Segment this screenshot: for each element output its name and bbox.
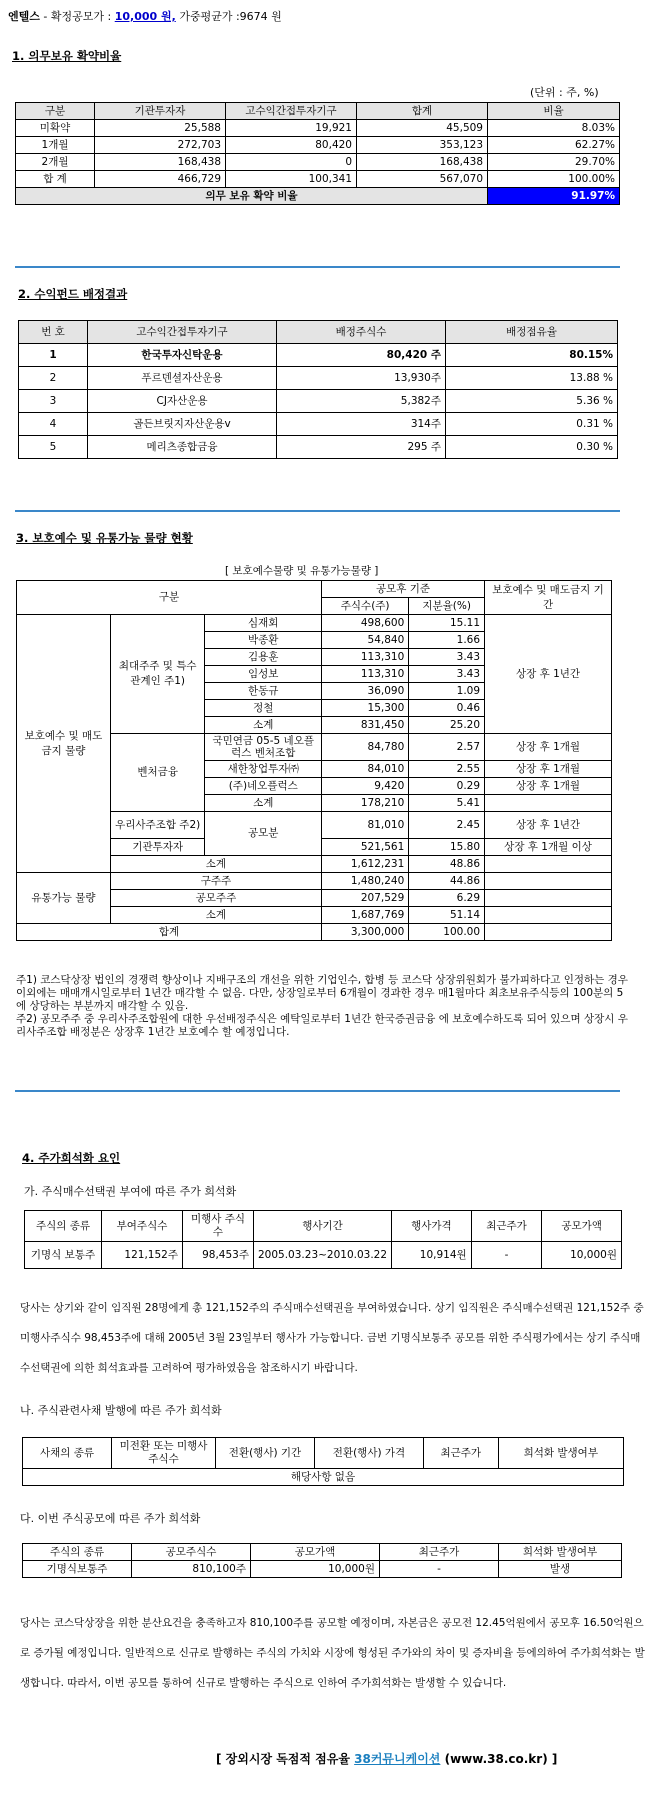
col-header: 희석화 발생여부 bbox=[498, 1438, 623, 1469]
table-cell: 168,438 bbox=[357, 154, 488, 171]
col-header: 주식수(주) bbox=[322, 598, 409, 615]
table-cell: 25.20 bbox=[409, 717, 485, 734]
table-cell: 1.09 bbox=[409, 683, 485, 700]
table-cell: 207,529 bbox=[322, 890, 409, 907]
col-header: 기관투자자 bbox=[95, 103, 226, 120]
group-label: 벤처금융 bbox=[110, 734, 205, 812]
table-cell: 소계 bbox=[110, 856, 321, 873]
table-cell: 353,123 bbox=[357, 137, 488, 154]
table-row bbox=[17, 615, 612, 632]
table-cell: 51.14 bbox=[409, 907, 485, 924]
table-cell: 15.11 bbox=[409, 615, 485, 632]
table-cell: 임성보 bbox=[205, 666, 322, 683]
table-cell: 한동규 bbox=[205, 683, 322, 700]
table-cell: CJ자산운용 bbox=[88, 390, 277, 413]
section2-title: 2. 수익펀드 배정결과 bbox=[18, 287, 128, 301]
col-header: 비율 bbox=[488, 103, 620, 120]
table-header bbox=[16, 103, 620, 120]
avg-price: 가중평균가 :9674 원 bbox=[179, 10, 282, 23]
table-cell: 김용훈 bbox=[205, 649, 322, 666]
table-row bbox=[23, 1469, 624, 1486]
table-cell: 2005.03.23~2010.03.22 bbox=[254, 1242, 392, 1269]
col-header: 합계 bbox=[357, 103, 488, 120]
table-cell: 미확약 bbox=[16, 120, 95, 137]
table-row bbox=[16, 137, 620, 154]
table-cell: 1,687,769 bbox=[322, 907, 409, 924]
table-cell: 168,438 bbox=[95, 154, 226, 171]
group-label: 기관투자자 bbox=[110, 839, 205, 856]
table-cell: 9,420 bbox=[322, 778, 409, 795]
section3-caption: [ 보호예수물량 및 유통가능물량 ] bbox=[225, 565, 379, 577]
footnote-1: 주1) 코스닥상장 법인의 경쟁력 향상이나 지배구조의 개선을 위한 기업인수, 합병 등 코스닥 상장위원회가 불가피하다고 인정하는 경우 이외에는 매매개시일로부터 1년간 매각할 수 없음. 다만, 상장일로부터 6개월이 경과한 경우 매1월마다 최초보유주식등의 100분의 5 에 상당하는 부분까지 매각할 수 있음. bbox=[16, 974, 628, 1012]
table-cell: 80,420 bbox=[226, 137, 357, 154]
table-cell: 1 bbox=[19, 344, 88, 367]
table-row bbox=[19, 413, 618, 436]
table-cell: 0.31 % bbox=[446, 413, 618, 436]
footer-suffix: (www.38.co.kr) ] bbox=[444, 1752, 558, 1766]
offering-table bbox=[22, 1543, 622, 1578]
paragraph-a: 당사는 상기와 같이 임직원 28명에게 총 121,152주의 주식매수선택권을 부여하였습니다. 상기 임직원은 주식매수선택권 121,152주 중 미행사주식수 98,453주에 대해 2005년 3월 23일부터 행사가 가능합니다. 금번 기명식보통주 공모를 위한 주식평가에서는 상기 주식매수선택권에 의한 희석효과를 고려하여 평가하였음을 참조하시기 바랍니다. bbox=[20, 1302, 644, 1374]
table-cell: 13.88 % bbox=[446, 367, 618, 390]
table-cell: - bbox=[380, 1561, 499, 1578]
table-cell: 심재회 bbox=[205, 615, 322, 632]
table-cell: 48.86 bbox=[409, 856, 485, 873]
table-cell: 국민연금 05-5 네오플럭스 벤처조합 bbox=[205, 734, 322, 761]
table-cell: 박종환 bbox=[205, 632, 322, 649]
table-row bbox=[19, 344, 618, 367]
footer-brand-link[interactable]: 38커뮤니케이션 bbox=[354, 1752, 441, 1766]
table-cell: 15,300 bbox=[322, 700, 409, 717]
table-cell: 100.00 bbox=[409, 924, 485, 941]
section4-sub-b: 나. 주식관련사채 발행에 따른 주가 희석화 bbox=[20, 1404, 222, 1417]
col-header: 번 호 bbox=[19, 321, 88, 344]
table-cell bbox=[485, 924, 612, 941]
table-cell: 상장 후 1개월 bbox=[485, 761, 612, 778]
table-cell: 10,000원 bbox=[251, 1561, 380, 1578]
table-cell: 푸르덴셜자산운용 bbox=[88, 367, 277, 390]
group-label: 유통가능 물량 bbox=[17, 873, 111, 924]
table-cell: 98,453주 bbox=[183, 1242, 254, 1269]
col-header: 공모가액 bbox=[542, 1211, 622, 1242]
table-cell: 2.55 bbox=[409, 761, 485, 778]
table-cell: 100,341 bbox=[226, 171, 357, 188]
header-line bbox=[8, 8, 282, 24]
table-row bbox=[25, 1242, 622, 1269]
table-cell: 84,010 bbox=[322, 761, 409, 778]
table-cell: 121,152주 bbox=[102, 1242, 183, 1269]
col-header: 주식의 종류 bbox=[23, 1544, 132, 1561]
table-cell: 5 bbox=[19, 436, 88, 459]
table-cell: 골든브릿지자산운용v bbox=[88, 413, 277, 436]
col-header: 공모주식수 bbox=[132, 1544, 251, 1561]
section3-title: 3. 보호예수 및 유통가능 물량 현황 bbox=[16, 531, 193, 545]
table-cell: 19,921 bbox=[226, 120, 357, 137]
col-header: 전환(행사) 기간 bbox=[216, 1438, 315, 1469]
table-cell: 5,382주 bbox=[277, 390, 446, 413]
col-header: 최근주가 bbox=[471, 1211, 542, 1242]
table-cell bbox=[485, 907, 612, 924]
table-cell: 해당사항 없음 bbox=[23, 1469, 624, 1486]
table-cell bbox=[485, 795, 612, 812]
table-cell: 0.29 bbox=[409, 778, 485, 795]
table-cell: 567,070 bbox=[357, 171, 488, 188]
company-name: 엔텔스 bbox=[8, 10, 40, 23]
table-cell: 100.00% bbox=[488, 171, 620, 188]
section1-unit: (단위 : 주, %) bbox=[530, 86, 599, 99]
table-cell: 0 bbox=[226, 154, 357, 171]
section4-sub-a: 가. 주식매수선택권 부여에 따른 주가 희석화 bbox=[24, 1185, 237, 1198]
table-cell: 810,100주 bbox=[132, 1561, 251, 1578]
table-total-row bbox=[16, 188, 620, 205]
table-cell: 80,420 주 bbox=[277, 344, 446, 367]
table-cell: 새한창업투자㈜ bbox=[205, 761, 322, 778]
table-row bbox=[16, 120, 620, 137]
table-cell: 3 bbox=[19, 390, 88, 413]
table-row bbox=[17, 873, 612, 890]
table-cell: 10,000원 bbox=[542, 1242, 622, 1269]
divider bbox=[15, 1090, 620, 1092]
col-header: 배정주식수 bbox=[277, 321, 446, 344]
table-cell: 소계 bbox=[205, 795, 322, 812]
col-header: 공모후 기준 bbox=[322, 581, 485, 598]
table-cell: 45,509 bbox=[357, 120, 488, 137]
table-cell: 466,729 bbox=[95, 171, 226, 188]
footer-banner bbox=[216, 1750, 557, 1767]
table-cell: 상장 후 1개월 이상 bbox=[485, 839, 612, 856]
group-label: 우리사주조합 주2) bbox=[110, 812, 205, 839]
table-cell: 상장 후 1년간 bbox=[485, 812, 612, 839]
table-cell bbox=[485, 890, 612, 907]
table-cell: 정철 bbox=[205, 700, 322, 717]
table-cell: 합 계 bbox=[16, 171, 95, 188]
group-label: 공모분 bbox=[205, 812, 322, 856]
col-header: 고수익간접투자기구 bbox=[226, 103, 357, 120]
price-value[interactable]: 10,000 원, bbox=[114, 10, 176, 23]
table-cell: 1.66 bbox=[409, 632, 485, 649]
table-cell: 소계 bbox=[110, 907, 321, 924]
table-cell: 8.03% bbox=[488, 120, 620, 137]
table-cell: 소계 bbox=[205, 717, 322, 734]
table-cell: 295 주 bbox=[277, 436, 446, 459]
table-cell: 2.57 bbox=[409, 734, 485, 761]
table-cell: 메리츠종합금융 bbox=[88, 436, 277, 459]
col-header: 주식의 종류 bbox=[25, 1211, 102, 1242]
table-cell: 498,600 bbox=[322, 615, 409, 632]
table-cell: 5.36 % bbox=[446, 390, 618, 413]
col-header: 최근주가 bbox=[424, 1438, 499, 1469]
table-cell: 0.30 % bbox=[446, 436, 618, 459]
price-label: 확정공모가 : bbox=[50, 10, 112, 23]
total-value: 91.97% bbox=[488, 188, 620, 205]
table-cell: 314주 bbox=[277, 413, 446, 436]
section1-title: 1. 의무보유 확약비율 bbox=[12, 49, 122, 63]
table-cell: 113,310 bbox=[322, 649, 409, 666]
col-header: 미행사 주식수 bbox=[183, 1211, 254, 1242]
group-label: 보호예수 및 매도금지 물량 bbox=[17, 615, 111, 873]
table-cell: 6.29 bbox=[409, 890, 485, 907]
table-cell: 62.27% bbox=[488, 137, 620, 154]
table-row bbox=[16, 154, 620, 171]
table-cell: 발생 bbox=[499, 1561, 622, 1578]
col-header: 지분율(%) bbox=[409, 598, 485, 615]
footnote-2: 주2) 공모주주 중 우리사주조합원에 대한 우선배정주식은 예탁일로부터 1년간 한국증권금융 에 보호예수하도록 되어 있으며 상장시 우리사주조합 배정분은 상장후 1년간 보호예수 할 예정입니다. bbox=[16, 1013, 628, 1038]
commitment-table bbox=[15, 102, 620, 205]
table-cell: 공모주주 bbox=[110, 890, 321, 907]
group-label: 최대주주 및 특수관계인 주1) bbox=[110, 615, 205, 734]
table-cell: 2개월 bbox=[16, 154, 95, 171]
table-cell: 84,780 bbox=[322, 734, 409, 761]
bond-table bbox=[22, 1437, 624, 1486]
table-cell: 272,703 bbox=[95, 137, 226, 154]
table-cell: 54,840 bbox=[322, 632, 409, 649]
table-cell: 5.41 bbox=[409, 795, 485, 812]
table-row bbox=[17, 924, 612, 941]
section4-title: 4. 주가희석화 요인 bbox=[22, 1151, 121, 1165]
table-cell: 113,310 bbox=[322, 666, 409, 683]
table-cell: 178,210 bbox=[322, 795, 409, 812]
table-row bbox=[23, 1561, 622, 1578]
table-cell: (주)네오플럭스 bbox=[205, 778, 322, 795]
table-cell: 기명식 보통주 bbox=[25, 1242, 102, 1269]
table-cell: 15.80 bbox=[409, 839, 485, 856]
fund-allocation-table bbox=[18, 320, 618, 459]
table-cell: 44.86 bbox=[409, 873, 485, 890]
col-header: 희석화 발생여부 bbox=[499, 1544, 622, 1561]
table-header bbox=[19, 321, 618, 344]
col-header: 미전환 또는 미행사 주식수 bbox=[112, 1438, 216, 1469]
table-cell: 2.45 bbox=[409, 812, 485, 839]
section4-sub-c: 다. 이번 주식공모에 따른 주가 희석화 bbox=[20, 1512, 201, 1525]
table-cell: 29.70% bbox=[488, 154, 620, 171]
table-cell: 2 bbox=[19, 367, 88, 390]
table-cell: 81,010 bbox=[322, 812, 409, 839]
table-row bbox=[19, 367, 618, 390]
table-cell: 831,450 bbox=[322, 717, 409, 734]
table-cell: 상장 후 1개월 bbox=[485, 778, 612, 795]
col-header: 고수익간접투자기구 bbox=[88, 321, 277, 344]
table-cell: 구주주 bbox=[110, 873, 321, 890]
table-cell: 4 bbox=[19, 413, 88, 436]
table-cell: 10,914원 bbox=[392, 1242, 472, 1269]
table-cell: 1,612,231 bbox=[322, 856, 409, 873]
header-dash: - bbox=[43, 10, 48, 23]
divider bbox=[15, 266, 620, 268]
table-cell: 상장 후 1개월 bbox=[485, 734, 612, 761]
table-cell: - bbox=[471, 1242, 542, 1269]
table-cell: 36,090 bbox=[322, 683, 409, 700]
total-label: 의무 보유 확약 비율 bbox=[16, 188, 488, 205]
table-cell bbox=[485, 873, 612, 890]
col-header: 구분 bbox=[17, 581, 322, 615]
col-header: 보호예수 및 매도금지 기간 bbox=[485, 581, 612, 615]
table-cell bbox=[485, 856, 612, 873]
table-cell: 상장 후 1년간 bbox=[485, 615, 612, 734]
divider bbox=[15, 510, 620, 512]
table-cell: 합계 bbox=[17, 924, 322, 941]
table-cell: 13,930주 bbox=[277, 367, 446, 390]
col-header: 공모가액 bbox=[251, 1544, 380, 1561]
col-header: 행사기간 bbox=[254, 1211, 392, 1242]
col-header: 구분 bbox=[16, 103, 95, 120]
table-cell: 0.46 bbox=[409, 700, 485, 717]
col-header: 행사가격 bbox=[392, 1211, 472, 1242]
table-cell: 25,588 bbox=[95, 120, 226, 137]
lockup-table bbox=[16, 580, 612, 941]
col-header: 최근주가 bbox=[380, 1544, 499, 1561]
table-row bbox=[19, 390, 618, 413]
table-cell: 한국투자신탁운용 bbox=[88, 344, 277, 367]
table-cell: 1,480,240 bbox=[322, 873, 409, 890]
footer-prefix: [ 장외시장 독점적 점유율 bbox=[216, 1752, 350, 1766]
table-cell: 80.15% bbox=[446, 344, 618, 367]
table-cell: 3.43 bbox=[409, 649, 485, 666]
option-table bbox=[24, 1210, 622, 1269]
col-header: 사채의 종류 bbox=[23, 1438, 112, 1469]
col-header: 전환(행사) 가격 bbox=[315, 1438, 424, 1469]
col-header: 부여주식수 bbox=[102, 1211, 183, 1242]
table-row bbox=[16, 171, 620, 188]
table-cell: 521,561 bbox=[322, 839, 409, 856]
col-header: 배정점유율 bbox=[446, 321, 618, 344]
table-cell: 3.43 bbox=[409, 666, 485, 683]
table-cell: 1개월 bbox=[16, 137, 95, 154]
paragraph-c: 당사는 코스닥상장을 위한 분산요건을 충족하고자 810,100주를 공모할 예정이며, 자본금은 공모전 12.45억원에서 공모후 16.50억원으로 증가될 예정입니다. 일반적으로 신규로 발행하는 주식의 가치와 시장에 형성된 주가와의 차이 및 증자비율 등에의하여 주가희석화는 발생합니다. 따라서, 이번 공모를 통하여 신규로 발행하는 주식으로 인하여 주가희석화는 발생할 수 있습니다. bbox=[20, 1617, 645, 1689]
table-cell: 3,300,000 bbox=[322, 924, 409, 941]
table-cell: 기명식보통주 bbox=[23, 1561, 132, 1578]
table-row bbox=[19, 436, 618, 459]
